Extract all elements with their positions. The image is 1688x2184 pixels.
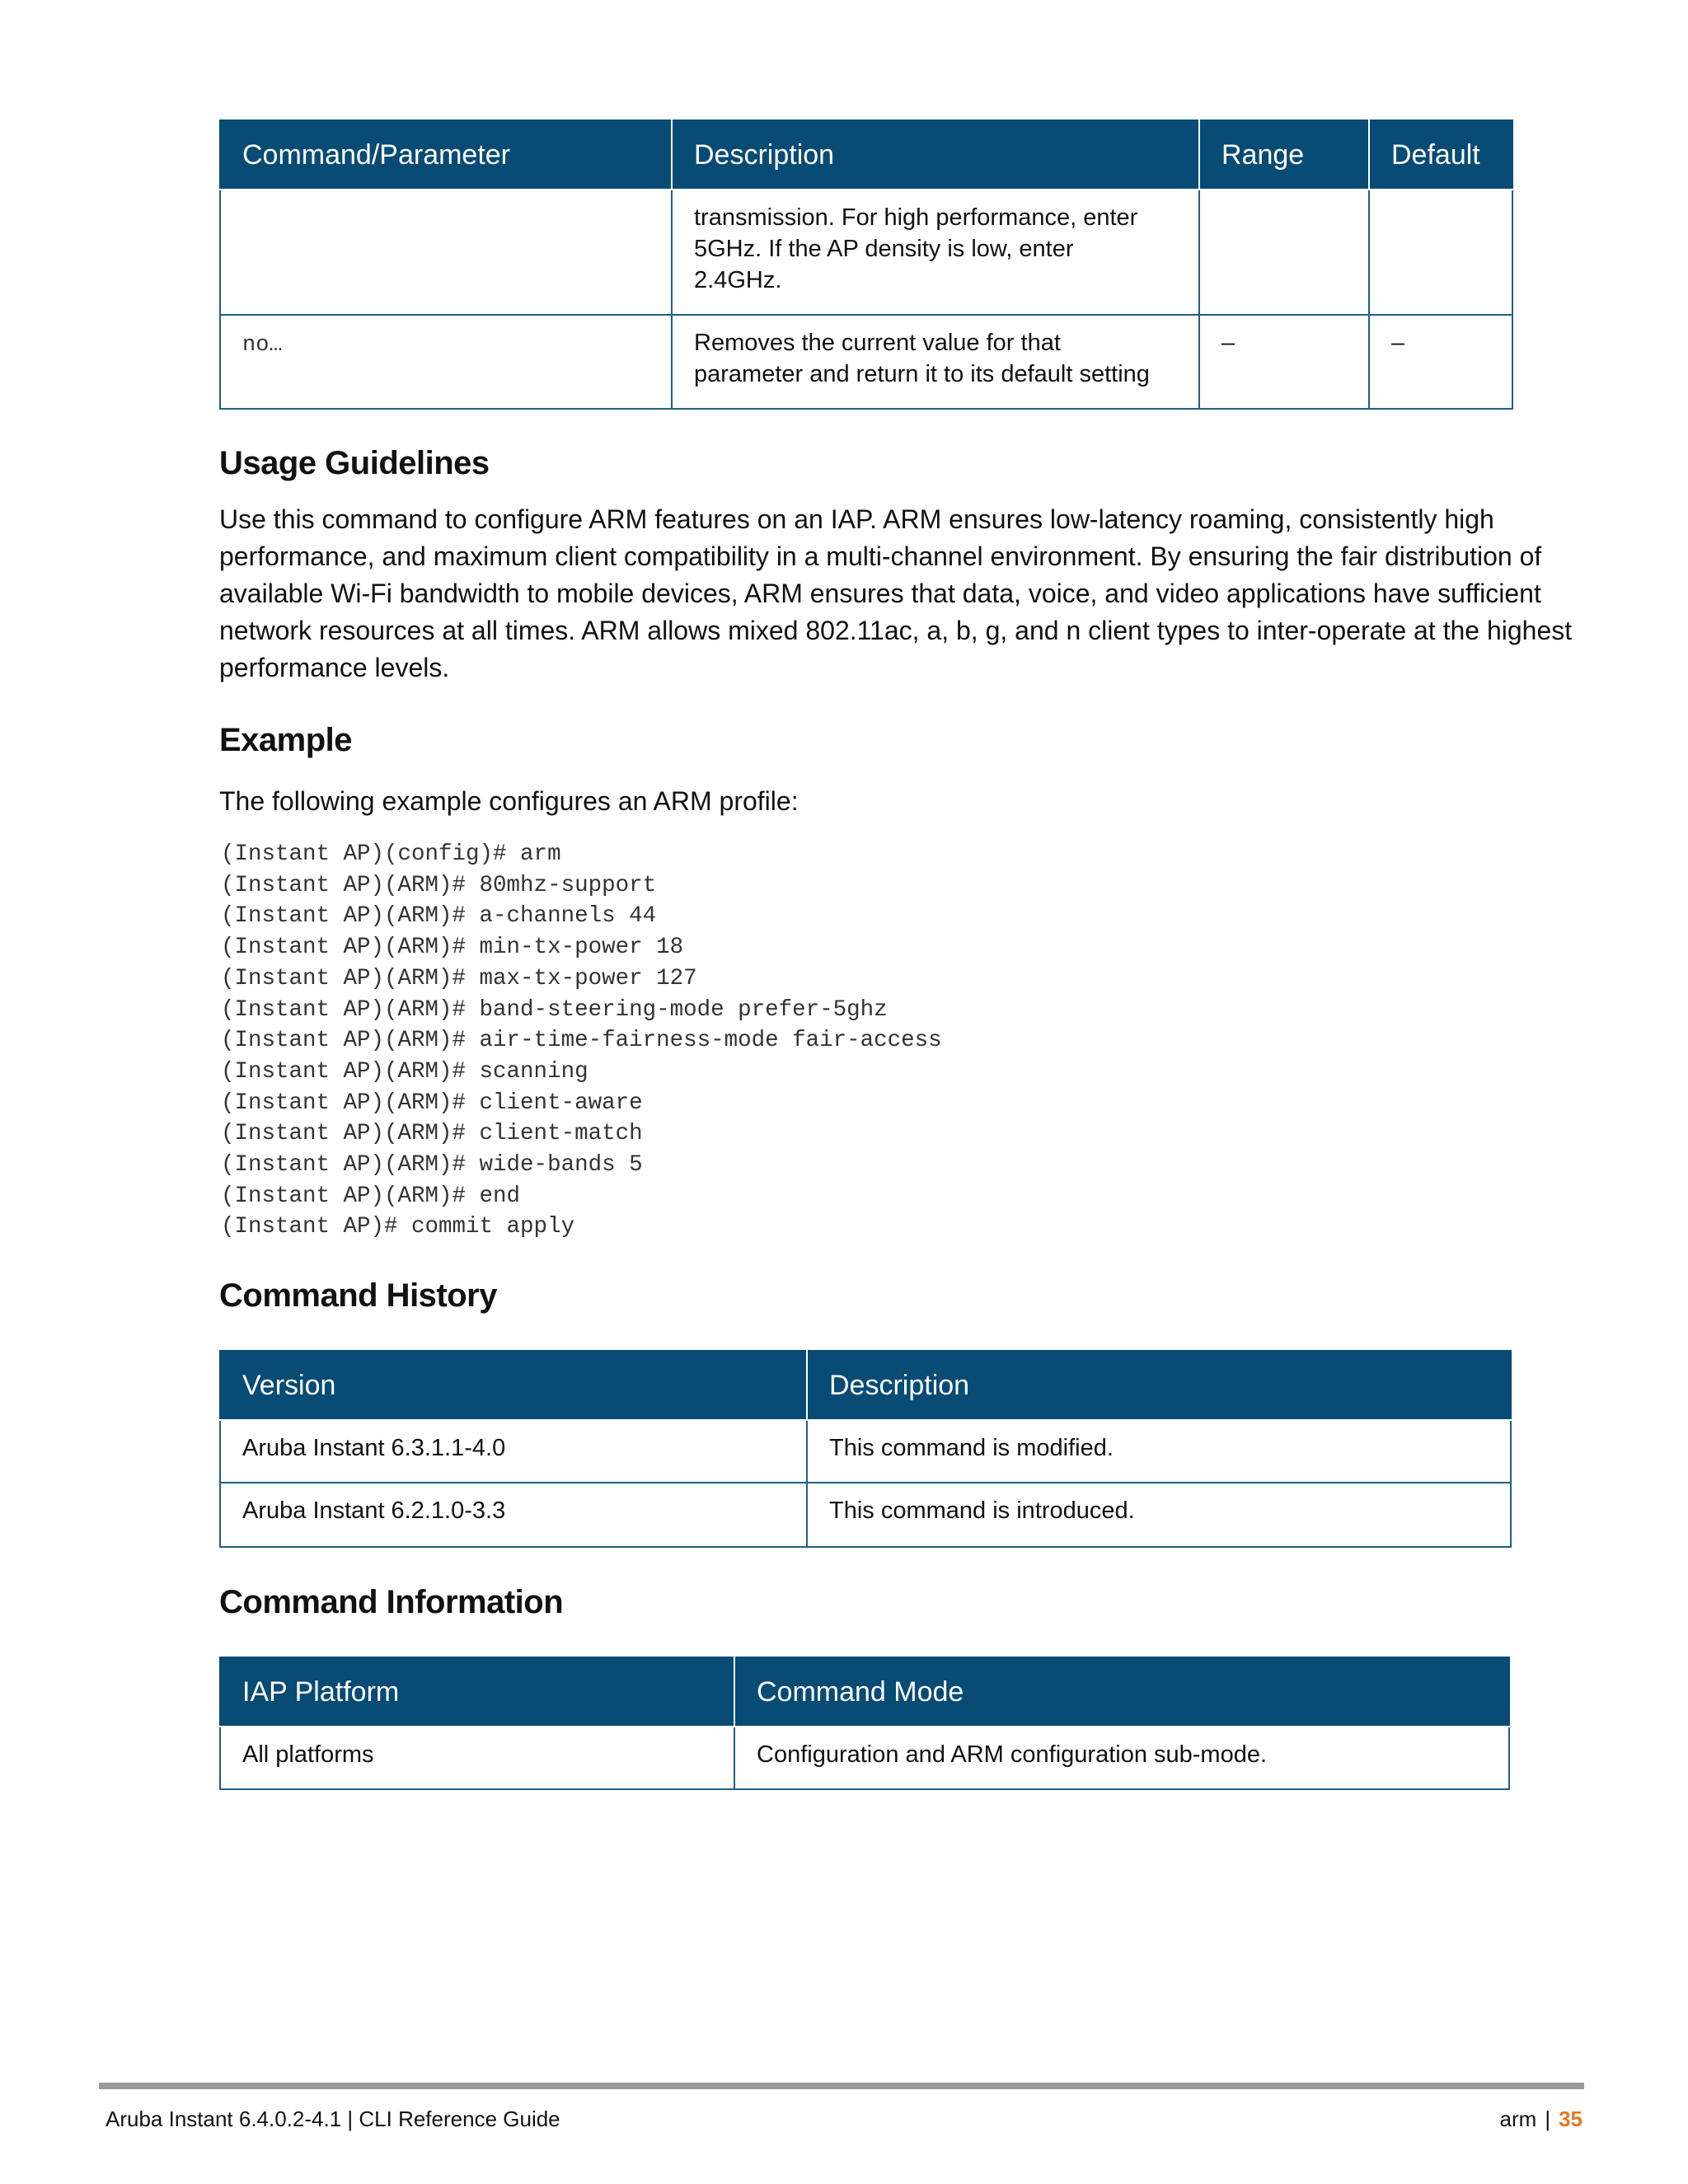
footer-rule	[99, 2083, 1584, 2089]
code-line: (Instant AP)(ARM)# end	[221, 1183, 521, 1209]
code-line: (Instant AP)(config)# arm	[221, 841, 561, 867]
code-line: (Instant AP)(ARM)# wide-bands 5	[221, 1152, 643, 1179]
code-line: (Instant AP)(ARM)# 80mhz-support	[221, 872, 657, 898]
table-row	[220, 1727, 1509, 1789]
command-information-heading: Command Information	[219, 1584, 564, 1620]
parameter-table	[219, 120, 1513, 410]
header-iap-platform: IAP Platform	[220, 1657, 734, 1727]
header-version: Version	[220, 1351, 807, 1420]
code-line: (Instant AP)(ARM)# client-match	[221, 1121, 643, 1147]
platform-cell: All platforms	[220, 1727, 734, 1789]
usage-line: network resources at all times. ARM allows mixed 802.11ac, a, b, g, and n client types to inter-operate at the highest	[219, 616, 1573, 645]
footer-separator: |	[1545, 2107, 1551, 2131]
description-cell: This command is modified.	[807, 1420, 1511, 1483]
page-number: 35	[1559, 2107, 1582, 2131]
header-command-mode: Command Mode	[734, 1657, 1509, 1727]
code-line: (Instant AP)(ARM)# min-tx-power 18	[221, 935, 684, 961]
default-cell: –	[1369, 315, 1512, 409]
description-line: transmission. For high performance, enter	[694, 204, 1138, 231]
code-line: (Instant AP)(ARM)# client-aware	[221, 1090, 643, 1116]
version-cell: Aruba Instant 6.2.1.0-3.3	[220, 1483, 807, 1547]
command-history-heading: Command History	[219, 1277, 497, 1314]
param-cell	[220, 190, 672, 315]
mode-cell: Configuration and ARM configuration sub-mode.	[734, 1727, 1509, 1789]
footer-page-info	[1500, 2107, 1582, 2132]
command-information-table	[219, 1657, 1510, 1790]
table-row	[220, 1483, 1511, 1547]
command-history-table	[219, 1350, 1512, 1548]
description-cell	[672, 190, 1199, 315]
code-line: (Instant AP)(ARM)# scanning	[221, 1058, 588, 1085]
header-description: Description	[672, 120, 1199, 190]
history-table-header	[220, 1351, 1511, 1420]
parameter-table-header	[220, 120, 1512, 190]
example-heading: Example	[219, 722, 353, 758]
header-description: Description	[807, 1351, 1511, 1420]
description-line: 5GHz. If the AP density is low, enter	[694, 236, 1074, 262]
usage-line: Use this command to configure ARM features on an IAP. ARM ensures low-latency roaming, consistently high	[219, 504, 1494, 534]
code-line: (Instant AP)# commit apply	[221, 1214, 575, 1240]
table-row	[220, 190, 1512, 315]
param-cell	[220, 315, 672, 409]
code-line: (Instant AP)(ARM)# air-time-fairness-mode fair-access	[221, 1028, 942, 1054]
code-line: (Instant AP)(ARM)# band-steering-mode prefer-5ghz	[221, 996, 888, 1023]
description-cell: This command is introduced.	[807, 1483, 1511, 1547]
table-row	[220, 315, 1512, 409]
usage-line: performance levels.	[219, 653, 450, 682]
code-line: (Instant AP)(ARM)# max-tx-power 127	[221, 965, 697, 991]
description-cell	[672, 315, 1199, 409]
version-cell: Aruba Instant 6.3.1.1-4.0	[220, 1420, 807, 1483]
table-row	[220, 1420, 1511, 1483]
header-default: Default	[1369, 120, 1512, 190]
default-cell	[1369, 190, 1512, 315]
example-intro: The following example configures an ARM profile:	[219, 786, 799, 816]
range-cell: –	[1199, 315, 1369, 409]
footer-guide-title: Aruba Instant 6.4.0.2-4.1 | CLI Reference Guide	[106, 2107, 560, 2131]
header-range: Range	[1199, 120, 1369, 190]
code-line: (Instant AP)(ARM)# a-channels 44	[221, 903, 657, 930]
range-cell	[1199, 190, 1369, 315]
param-no: no…	[242, 333, 283, 358]
footer-section: arm	[1499, 2107, 1537, 2131]
usage-line: available Wi-Fi bandwidth to mobile devices, ARM ensures that data, voice, and video applications have sufficient	[219, 579, 1541, 608]
header-command-parameter: Command/Parameter	[220, 120, 672, 190]
usage-guidelines-heading: Usage Guidelines	[219, 445, 490, 481]
description-line: parameter and return it to its default setting	[694, 361, 1150, 387]
description-line: Removes the current value for that	[694, 330, 1061, 356]
description-line: 2.4GHz.	[694, 267, 782, 293]
info-table-header	[220, 1657, 1509, 1727]
usage-guidelines-text	[219, 501, 1604, 687]
usage-line: performance, and maximum client compatibility in a multi-channel environment. By ensuring the fair distribution of	[219, 541, 1542, 571]
code-block	[221, 839, 942, 1243]
